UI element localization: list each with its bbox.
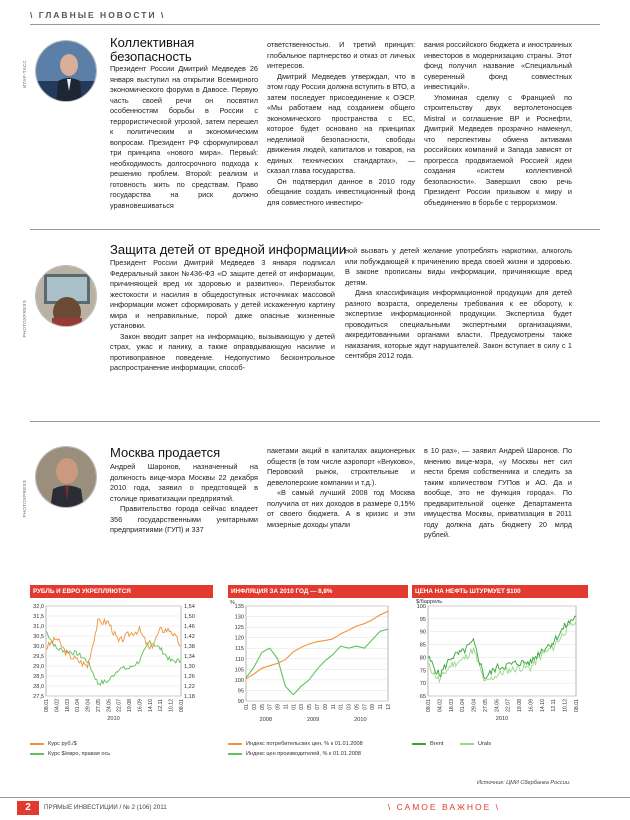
series-line-urals bbox=[428, 621, 576, 681]
y-tick-label: 95 bbox=[237, 688, 244, 695]
legend-item: Urals bbox=[460, 741, 491, 747]
x-tick-label: 09 bbox=[322, 704, 329, 710]
y-right-tick-label: 1,38 bbox=[184, 644, 195, 650]
article-column: вания российского бюджета и иностранных инвесторов в модернизацию страны. Этот фонд получил название «Специальный суверенный фонд совместных инвестиций». Упоминая сделку с Францией по строительству двух вертолетоносцев Mistral и соглашение BP и Роснефти, Дмитрий Медведев прозрачно намекнул, что перспективы обмена активами российских компаний и Запада зависят от прогресса продвигаемой Россией идеи создания «систем коллективной безопасности». Завершил свою речь Президент России призывом к миру и объединению в борьбе с терроризмом. bbox=[424, 40, 572, 207]
legend-item: Курс $/евро, правая ось bbox=[30, 751, 110, 757]
photo-credit: PHOTOXPRESS bbox=[22, 300, 27, 338]
article-column: пакетами акций в капиталах акционерных обществ (в том числе аэропорт «Внуково», Перовский рынок, строительные и девелоперские компании и т.д.). «В самый лучший 2008 год Москва получила от них доходов в размере 0,15% от своего бюджета. А в кризис и эти мизерные доходы упали bbox=[267, 446, 415, 529]
y-right-tick-label: 1,22 bbox=[184, 684, 195, 690]
magazine-name: ПРЯМЫЕ ИНВЕСТИЦИИ / № 2 (106) 2011 bbox=[44, 804, 167, 811]
x-tick-label: 05 bbox=[307, 704, 314, 710]
x-year-label: 2010 bbox=[495, 716, 509, 722]
article-column: Президент России Дмитрий Медведев 26 января выступил на открытии Всемирного экономического форума в Давосе. Первую часть своей речи он посвятил особенностям борьбы в России с террористической угрозой, затем перешел к политическим и экономическим вопросам. Президент РФ сформулировал три принципа «нового мира». Первый: необходимость долгосрочного подхода к решению проблем. Второй: реализм и готовность жить по средствам. Право государства на риск должно уравновешиваться bbox=[110, 64, 258, 210]
x-tick-label: 27.05 bbox=[95, 699, 102, 712]
y-tick-label: 95 bbox=[419, 616, 426, 623]
x-tick-label: 01.04 bbox=[460, 699, 467, 712]
section-header: \ ГЛАВНЫЕ НОВОСТИ \ bbox=[30, 10, 166, 20]
x-tick-label: 24.06 bbox=[494, 699, 501, 712]
y-tick-label: 115 bbox=[235, 646, 244, 653]
x-tick-label: 12.11 bbox=[158, 699, 165, 712]
x-tick-label: 12 bbox=[386, 704, 392, 710]
x-tick-label: 07 bbox=[267, 704, 274, 710]
photo-credit: ИТАР-ТАСС bbox=[22, 60, 27, 89]
y-right-tick-label: 1,46 bbox=[184, 624, 195, 630]
x-tick-label: 19.08 bbox=[127, 699, 134, 712]
x-tick-label: 04.02 bbox=[54, 699, 61, 712]
sharonov-photo bbox=[35, 446, 97, 508]
footer-rule bbox=[0, 797, 630, 798]
header-rule bbox=[30, 24, 600, 25]
x-tick-label: 01 bbox=[291, 704, 298, 710]
x-tick-label: 04.02 bbox=[437, 699, 444, 712]
x-tick-label: 29.04 bbox=[471, 699, 478, 712]
article-column: Андрей Шаронов, назначенный на должность вице-мэра Москвы 22 декабря 2010 года, заявил о предстоящей в столице приватизации предприятий. Правительство города сейчас владеет 356 государственными унитарными предприятиями (ГУП) и 337 bbox=[110, 462, 258, 534]
y-right-tick-label: 1,50 bbox=[184, 614, 195, 620]
article-column: Президент России Дмитрий Медведев 3 января подписал Федеральный закон №436-ФЗ «О защите детей от информации, причиняющей вред их здоровью и развитию». Переизбыток жестокости и насилия в общедоступных источниках массовой информации может сформировать у детей искаженную картину мира и неправильные, порой даже опасные жизненные установки. Закон вводит запрет на информацию, вызывающую у детей страх, ужас и панику, а также оправдывающую насилие и противоправное поведение. Недопустимо бесконтрольное распространение информации, способ- bbox=[110, 258, 335, 372]
article-title: Защита детей от вредной информации bbox=[110, 242, 347, 257]
x-tick-label: 11 bbox=[330, 704, 337, 710]
plot-frame bbox=[246, 606, 388, 701]
x-tick-label: 16.09 bbox=[528, 699, 535, 712]
x-year-label: 2008 bbox=[259, 717, 272, 723]
legend-item: Индекс цен производителей, % к 01.01.2008 bbox=[228, 751, 361, 757]
x-tick-label: 03 bbox=[346, 704, 353, 710]
x-tick-label: 22.07 bbox=[116, 699, 123, 712]
y-right-tick-label: 1,42 bbox=[184, 634, 195, 640]
medvedev-photo bbox=[35, 40, 97, 102]
y-tick-label: 28,5 bbox=[33, 674, 44, 680]
x-tick-label: 08.01 bbox=[574, 699, 580, 712]
y-tick-label: 135 bbox=[234, 604, 244, 610]
y-tick-label: 28,0 bbox=[33, 684, 44, 690]
x-tick-label: 18.03 bbox=[64, 699, 71, 712]
y-right-tick-label: 1,18 bbox=[184, 694, 195, 700]
article-column: ответственностью. И третий принцип: глобальное партнерство и отказ от личных интересов. Дмитрий Медведев утверждал, что в этом году Россия должна вступить в ВТО, а затем последует присоединение к ОЭСР. «Мы работаем над созданием общего экономического пространства с ЕС, которое будет основано на принципах неделимой безопасности, свободы движения людей, капиталов и товаров, на единых технических стандартах», — сказал глава государства. Он подтвердил данное в 2010 году обещание создать инвестиционный фонд для совместного инвестиро- bbox=[267, 40, 415, 207]
x-tick-label: 03 bbox=[299, 704, 306, 710]
chart-title: ЦЕНА НА НЕФТЬ ШТУРМУЕТ $100 bbox=[412, 585, 588, 598]
x-tick-label: 05 bbox=[259, 704, 266, 710]
x-tick-label: 14.10 bbox=[147, 699, 154, 712]
x-tick-label: 19.08 bbox=[517, 699, 524, 712]
x-tick-label: 29.04 bbox=[85, 699, 92, 712]
footer-section: \ САМОЕ ВАЖНОЕ \ bbox=[387, 802, 500, 812]
x-tick-label: 09 bbox=[275, 704, 282, 710]
chart-source: Источник: ЦМИ Сбербанка России. bbox=[477, 780, 571, 786]
x-tick-label: 01 bbox=[244, 704, 250, 710]
y-tick-label: 125 bbox=[234, 625, 244, 632]
y-tick-label: 65 bbox=[419, 694, 426, 700]
chart-plot bbox=[30, 598, 213, 723]
x-tick-label: 08.01 bbox=[44, 699, 50, 712]
x-tick-label: 03 bbox=[251, 704, 258, 710]
y-right-tick-label: 1,30 bbox=[184, 664, 195, 670]
series-line-euro bbox=[46, 631, 181, 685]
y-tick-label: 70 bbox=[419, 681, 426, 688]
x-year-label: 2009 bbox=[306, 717, 320, 723]
chart-plot bbox=[228, 598, 408, 723]
child-tv-photo bbox=[35, 265, 97, 327]
page-number: 2 bbox=[17, 801, 39, 815]
x-tick-label: 16.09 bbox=[137, 699, 144, 712]
y-tick-label: 110 bbox=[235, 656, 244, 663]
photo-credit: PHOTOXPRESS bbox=[22, 480, 27, 518]
x-tick-label: 09 bbox=[370, 704, 377, 710]
legend-item: Brent bbox=[412, 741, 443, 747]
x-year-label: 2010 bbox=[107, 716, 120, 722]
x-tick-label: 10.12 bbox=[168, 699, 175, 712]
y-right-tick-label: 1,26 bbox=[184, 674, 195, 680]
y-tick-label: 29,0 bbox=[33, 664, 44, 670]
series-line-ppi bbox=[246, 629, 388, 695]
x-tick-label: 05 bbox=[354, 704, 361, 710]
y-tick-label: 31,5 bbox=[33, 614, 44, 620]
chart-title: ИНФЛЯЦИЯ ЗА 2010 ГОД — 8,8% bbox=[228, 585, 408, 598]
y-tick-label: 31,0 bbox=[33, 624, 44, 630]
y-tick-label: 105 bbox=[234, 667, 244, 674]
legend-item: Индекс потребительских цен, % к 01.01.2008 bbox=[228, 741, 363, 747]
y-tick-label: 100 bbox=[416, 604, 426, 610]
y-tick-label: 85 bbox=[419, 642, 426, 649]
y-tick-label: 90 bbox=[237, 699, 244, 705]
x-tick-label: 07 bbox=[362, 704, 369, 710]
chart-plot bbox=[412, 598, 588, 723]
inflation-chart bbox=[228, 585, 408, 757]
article-divider bbox=[30, 421, 600, 422]
article-title: Москва продается bbox=[110, 445, 221, 460]
oil-chart bbox=[412, 585, 588, 747]
y-unit-label: $/баррель bbox=[416, 599, 443, 605]
plot-frame bbox=[428, 606, 576, 696]
y-tick-label: 27,5 bbox=[33, 694, 44, 700]
y-tick-label: 32,0 bbox=[33, 604, 44, 610]
x-tick-label: 22.07 bbox=[505, 699, 512, 712]
y-tick-label: 30,5 bbox=[33, 634, 44, 640]
y-unit-label: % bbox=[230, 600, 235, 606]
legend-item: Курс руб./$ bbox=[30, 741, 77, 747]
x-tick-label: 12.11 bbox=[551, 699, 558, 712]
x-tick-label: 07 bbox=[315, 704, 321, 710]
article-title: Коллективная безопасность bbox=[110, 35, 195, 64]
x-tick-label: 10.12 bbox=[562, 699, 569, 712]
y-tick-label: 29,5 bbox=[33, 654, 44, 660]
x-tick-label: 11 bbox=[283, 704, 290, 710]
x-tick-label: 01.04 bbox=[75, 699, 82, 712]
article-divider bbox=[30, 229, 600, 230]
x-tick-label: 01 bbox=[338, 704, 345, 710]
y-right-tick-label: 1,34 bbox=[184, 654, 195, 660]
x-tick-label: 14.10 bbox=[539, 699, 546, 712]
y-tick-label: 120 bbox=[234, 635, 244, 642]
y-tick-label: 30,0 bbox=[33, 644, 44, 650]
y-tick-label: 75 bbox=[419, 668, 426, 675]
article-column: ной вызвать у детей желание употреблять наркотики, алкоголь или побуждающей к причинению вреда своей жизни и здоровью. В законе прописаны виды информации, причиняющие вред детям. Дана классификация информационной продукции для детей разного возраста, определены требования к ее обороту, к экспертизе информационной продукции. Экспертиза будет проводиться специальными экспертными организациями, аккредитованными органами власти. Предусмотрены также наказания, которые ждут нарушителей. Закон вступает в силу с 1 сентября 2012 года. bbox=[345, 246, 572, 360]
x-tick-label: 11 bbox=[378, 704, 385, 710]
x-tick-label: 24.06 bbox=[106, 699, 113, 712]
y-right-tick-label: 1,54 bbox=[184, 604, 195, 610]
article-column: в 10 раз», — заявил Андрей Шаронов. По мнению вице-мэра, «у Москвы нет сил нести бремя собственника и следить за таким количеством ГУПов и АО. Да и вообще, это не функция города». По предварительной оценке Департамента имущества Москвы, приватизация в 2011 году должна дать бюджету 20 млрд рублей. bbox=[424, 446, 572, 539]
y-tick-label: 100 bbox=[234, 677, 244, 684]
x-year-label: 2010 bbox=[354, 717, 367, 723]
y-tick-label: 130 bbox=[234, 614, 244, 621]
y-tick-label: 90 bbox=[419, 629, 426, 636]
y-tick-label: 80 bbox=[419, 655, 426, 662]
x-tick-label: 27.05 bbox=[482, 699, 489, 712]
x-tick-label: 18.03 bbox=[448, 699, 455, 712]
chart-title: РУБЛЬ И ЕВРО УКРЕПЛЯЮТСЯ bbox=[30, 585, 213, 598]
x-tick-label: 08.01 bbox=[426, 699, 432, 712]
ruble-euro-chart bbox=[30, 585, 213, 757]
x-tick-label: 08.01 bbox=[179, 699, 185, 712]
